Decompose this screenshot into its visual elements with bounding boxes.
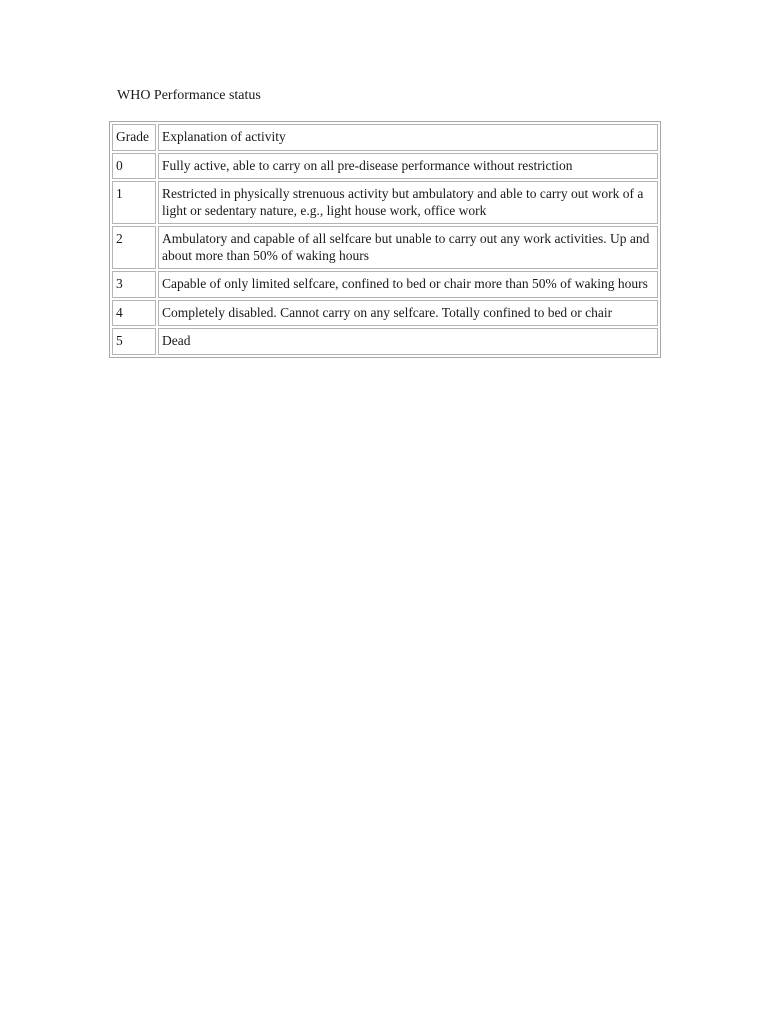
table-row bbox=[112, 226, 658, 269]
explanation-cell: Ambulatory and capable of all selfcare but unable to carry out any work activities. Up and about more than 50% of waking hours bbox=[158, 226, 658, 269]
explanation-header-cell: Explanation of activity bbox=[158, 124, 658, 151]
table-header-row bbox=[112, 124, 658, 151]
table-row bbox=[112, 181, 658, 224]
performance-status-table bbox=[109, 121, 661, 358]
grade-cell: 2 bbox=[112, 226, 156, 269]
grade-cell: 0 bbox=[112, 153, 156, 180]
explanation-cell: Completely disabled. Cannot carry on any selfcare. Totally confined to bed or chair bbox=[158, 300, 658, 327]
explanation-cell: Capable of only limited selfcare, confined to bed or chair more than 50% of waking hours bbox=[158, 271, 658, 298]
grade-cell: 3 bbox=[112, 271, 156, 298]
table-row bbox=[112, 153, 658, 180]
explanation-cell: Restricted in physically strenuous activity but ambulatory and able to carry out work of a light or sedentary nature, e.g., light house work, office work bbox=[158, 181, 658, 224]
table-row bbox=[112, 300, 658, 327]
grade-cell: 5 bbox=[112, 328, 156, 355]
table-row bbox=[112, 271, 658, 298]
explanation-cell: Fully active, able to carry on all pre-disease performance without restriction bbox=[158, 153, 658, 180]
grade-cell: 4 bbox=[112, 300, 156, 327]
page-title: WHO Performance status bbox=[117, 88, 261, 103]
explanation-cell: Dead bbox=[158, 328, 658, 355]
table-row bbox=[112, 328, 658, 355]
performance-status-table-container bbox=[109, 121, 661, 358]
grade-header-cell: Grade bbox=[112, 124, 156, 151]
grade-cell: 1 bbox=[112, 181, 156, 224]
